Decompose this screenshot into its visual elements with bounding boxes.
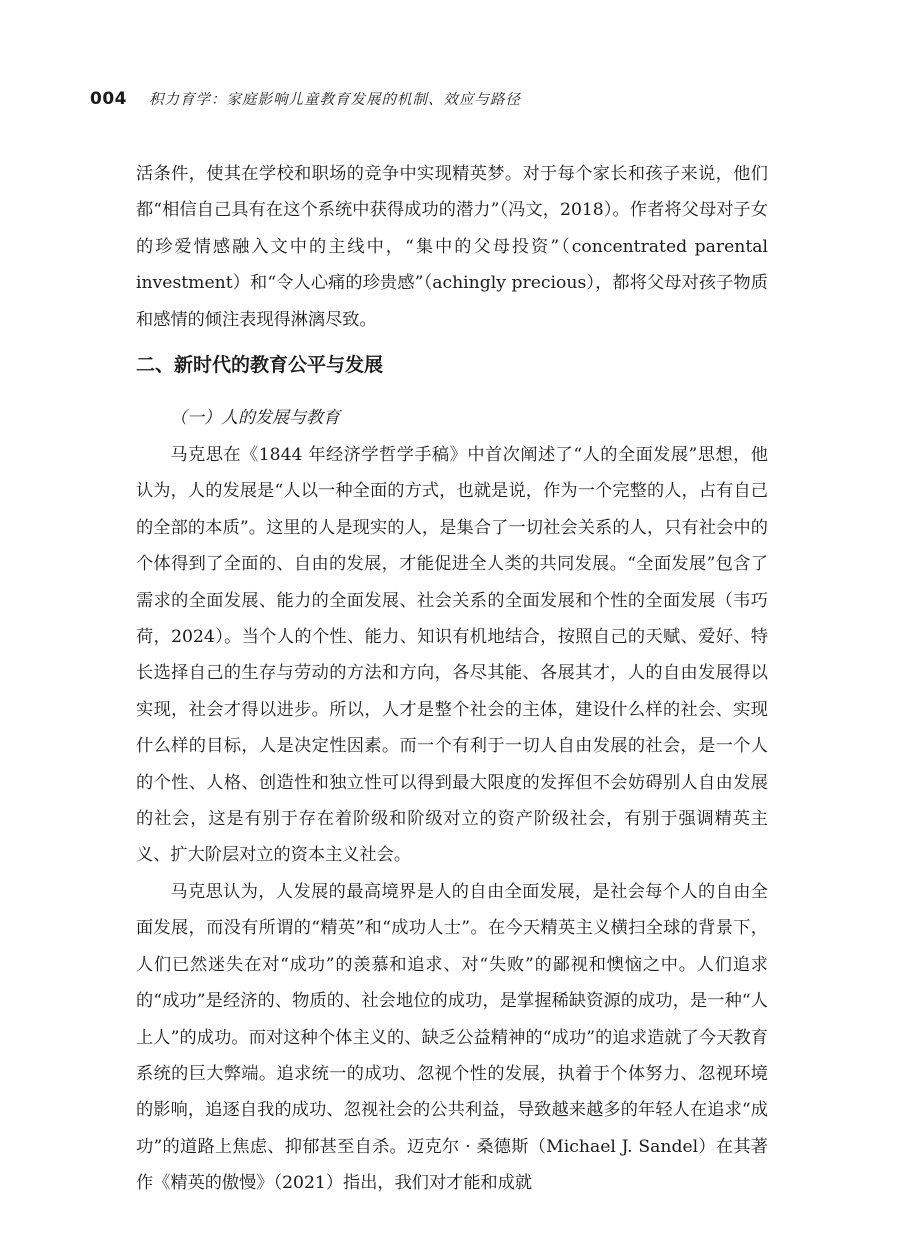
book-title: 积力育学：家庭影响儿童教育发展的机制、效应与路径 bbox=[149, 92, 521, 108]
main-text-block bbox=[136, 437, 768, 1202]
continued-paragraph-block bbox=[136, 156, 768, 338]
paragraph-marx-success: 马克思认为，人发展的最高境界是人的自由全面发展，是社会每个人的自由全面发展，而没有所谓的“精英”和“成功人士”。在今天精英主义横扫全球的背景下，人们已然迷失在对“成功”的羡慕和追求、对“失败”的鄙视和懊恼之中。人们追求的“成功”是经济的、物质的、社会地位的成功，是掌握稀缺资源的成功，是一种“人上人”的成功。而对这种个体主义的、缺乏公益精神的“成功”的追求造就了今天教育系统的巨大弊端。追求统一的成功、忽视个性的发展，执着于个体努力、忽视环境的影响，追逐自我的成功、忽视社会的公共利益，导致越来越多的年轻人在追求“成功”的道路上焦虑、抑郁甚至自杀。迈克尔 · 桑德斯（Michael J. Sandel）在其著作《精英的傲慢》（2021）指出，我们对才能和成就 bbox=[136, 881, 768, 1194]
subsection-heading: （一）人的发展与教育 bbox=[170, 408, 340, 428]
paragraph-marx-development: 马克思在《1844 年经济学哲学手稿》中首次阐述了“人的全面发展”思想，他认为，人的发展是“人以一种全面的方式，也就是说，作为一个完整的人，占有自己的全部的本质”。这里的人是现实的人，是集合了一切社会关系的人，只有社会中的个体得到了全面的、自由的发展，才能促进全人类的共同发展。“全面发展”包含了需求的全面发展、能力的全面发展、社会关系的全面发展和个性的全面发展（韦巧荷，2024）。当个人的个性、能力、知识有机地结合，按照自己的天赋、爱好、特长选择自己的生存与劳动的方法和方向，各尽其能、各展其才，人的自由发展得以实现，社会才得以进步。所以，人才是整个社会的主体，建设什么样的社会、实现什么样的目标，人是决定性因素。而一个有利于一切人自由发展的社会，是一个人的个性、人格、创造性和独立性可以得到最大限度的发挥但不会妨碍别人自由发展的社会，这是有别于存在着阶级和阶级对立的资产阶级社会，有别于强调精英主义、扩大阶层对立的资本主义社会。 bbox=[136, 445, 768, 866]
section-heading: 二、新时代的教育公平与发展 bbox=[136, 354, 384, 376]
page-number: 004 bbox=[90, 89, 127, 109]
running-header bbox=[90, 88, 521, 112]
continued-paragraph: 活条件，使其在学校和职场的竞争中实现精英梦。对于每个家长和孩子来说，他们都“相信自己具有在这个系统中获得成功的潜力”（冯文，2018）。作者将父母对子女的珍爱情感融入文中的主线中，“集中的父母投资”（concentrated parental investment）和“令人心痛的珍贵感”（achingly precious），都将父母对孩子物质和感情的倾注表现得淋漓尽致。 bbox=[136, 164, 768, 330]
